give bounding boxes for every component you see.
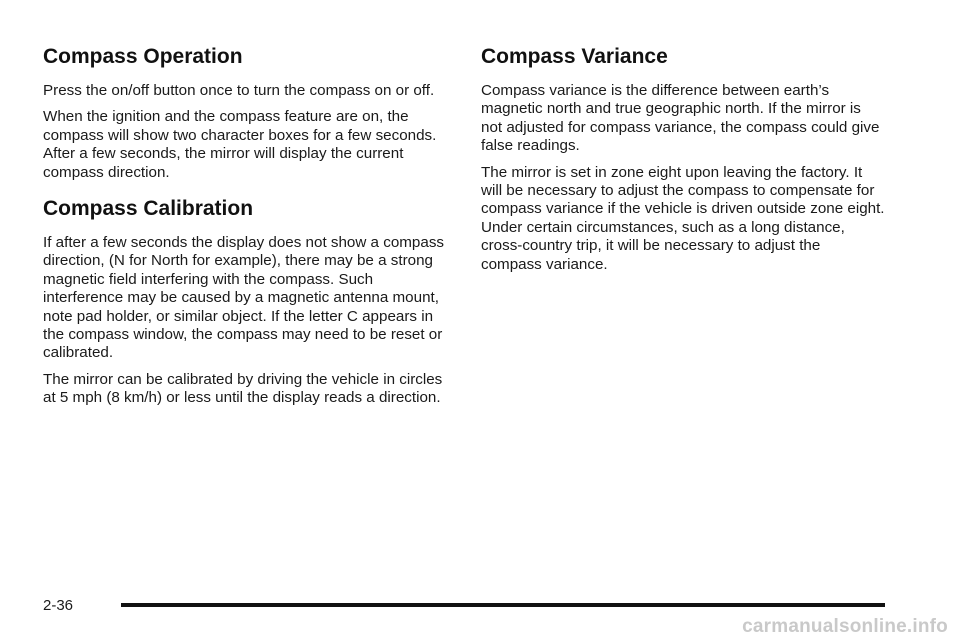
paragraph-calibration-2: The mirror can be calibrated by driving the vehicle in circles at 5 mph (8 km/h) or less until the display reads a direction. bbox=[43, 370, 443, 407]
heading-compass-operation: Compass Operation bbox=[43, 45, 243, 68]
footer-rule bbox=[121, 603, 885, 607]
watermark: carmanualsonline.info bbox=[742, 616, 948, 637]
paragraph-variance-1: Compass variance is the difference between earth’s magnetic north and true geographic north. If the mirror is not adjusted for compass variance, the compass could give false readings. bbox=[481, 82, 880, 155]
paragraph-variance-2: The mirror is set in zone eight upon leaving the factory. It will be necessary to adjust the compass to compensate for compass variance if the vehicle is driven outside zone eight. Under certain circumstances, such as a long distance, cross-country trip, it will be necessary to adjust the compass variance. bbox=[481, 163, 885, 273]
paragraph-operation-1: Press the on/off button once to turn the compass on or off. bbox=[43, 82, 435, 99]
page-number: 2-36 bbox=[43, 597, 74, 614]
paragraph-calibration-1: If after a few seconds the display does not show a compass direction, (N for North for example), there may be a strong magnetic field interfering with the compass. Such interference may be caused by a magnetic antenna mount, note pad holder, or similar object. If the letter C appears in the compass window, the compass may need to be reset or calibrated. bbox=[43, 234, 445, 362]
right-column bbox=[481, 44, 885, 282]
heading-compass-calibration: Compass Calibration bbox=[43, 197, 254, 221]
heading-compass-variance: Compass Variance bbox=[481, 45, 668, 68]
paragraph-operation-2: When the ignition and the compass feature are on, the compass will show two character boxes for a few seconds. After a few seconds, the mirror will display the current compass direction. bbox=[43, 108, 437, 181]
left-column bbox=[43, 44, 453, 416]
